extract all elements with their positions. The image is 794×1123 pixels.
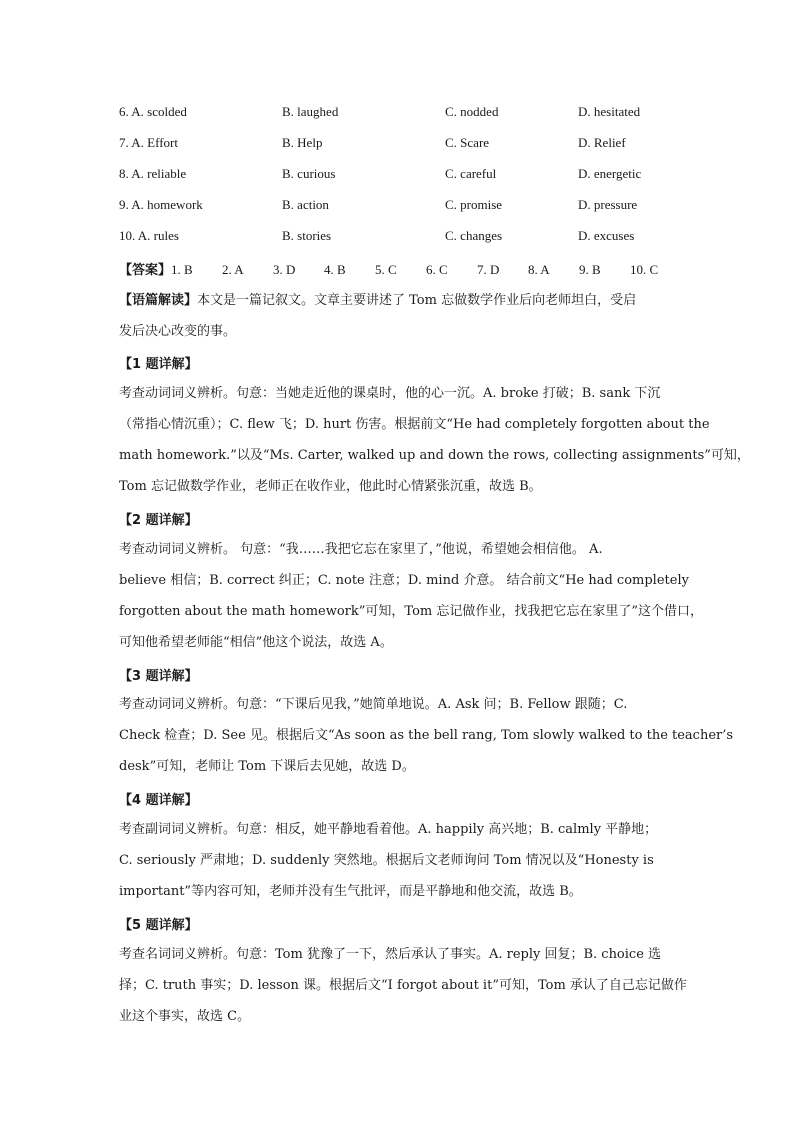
body-line: 可知他希望老师能“相信”他这个说法，故选 A。 [119,635,393,650]
body-line: Tom 忘记做数学作业，老师正在收作业，他此时心情紧张沉重，故选 B。 [119,479,542,494]
section-body [119,939,687,1032]
body-line: math homework.”以及“Ms. Carter, walked up and down the rows, collecting assignments”可知， [119,448,750,463]
answer-item: 8. A [528,262,550,277]
section-title: 【1 题详解】 [119,357,198,372]
section-body [119,534,704,658]
answer-tag: 【答案】 [119,263,172,278]
option-d: D. pressure [578,197,638,212]
option-b: B. stories [282,228,332,243]
section-body [119,814,675,907]
option-a: 10. A. rules [119,228,179,243]
answer-item: 3. D [273,262,296,277]
option-b: B. Help [282,135,323,150]
summary-tag: 【语篇解读】 [119,293,198,308]
answer-item: 10. C [630,262,659,277]
summary-text: 发后决心改变的事。 [119,324,237,339]
body-line: 考查名词词义辨析。句意：Tom 犹豫了一下，然后承认了事实。A. reply 回复；B. choice 选 [119,947,662,962]
option-row [119,135,719,157]
answer-key [119,259,699,278]
option-d: D. Relief [578,135,626,150]
section-title: 【5 题详解】 [119,918,198,933]
answer-item: 1. B [171,262,193,277]
section-body [119,689,734,782]
option-c: C. Scare [445,135,490,150]
section-title: 【3 题详解】 [119,669,198,684]
option-b: B. laughed [282,104,339,119]
body-line: 考查动词词义辨析。句意：当她走近他的课桌时，他的心一沉。A. broke 打破；B. sank 下沉 [119,386,661,401]
section-title: 【4 题详解】 [119,793,198,808]
option-row [119,228,719,250]
option-b: B. curious [282,166,336,181]
option-a: 8. A. reliable [119,166,187,181]
option-c: C. nodded [445,104,499,119]
body-line: important”等内容可知，老师并没有生气批评，而是平静地和他交流，故选 B。 [119,884,582,899]
body-line: desk”可知，老师让 Tom 下课后去见她，故选 D。 [119,759,415,774]
option-c: C. changes [445,228,503,243]
option-c: C. promise [445,197,503,212]
body-line: Check 检查；D. See 见。根据后文“As soon as the bell rang, Tom slowly walked to the teacher’s [119,728,734,743]
section-body [119,378,750,502]
option-a: 7. A. Effort [119,135,178,150]
answer-item: 9. B [579,262,601,277]
section-title: 【2 题详解】 [119,513,198,528]
body-line: 择；C. truth 事实；D. lesson 课。根据后文“I forgot about it”可知，Tom 承认了自己忘记做作 [119,978,687,993]
body-line: C. seriously 严肃地；D. suddenly 突然地。根据后文老师询问 Tom 情况以及“Honesty is [119,853,654,868]
body-line: believe 相信；B. correct 纠正；C. note 注意；D. mind 介意。 结合前文“He had completely [119,573,689,588]
option-d: D. energetic [578,166,642,181]
option-d: D. hesitated [578,104,641,119]
option-a: 6. A. scolded [119,104,187,119]
summary-text: 本文是一篇记叙文。文章主要讲述了 Tom 忘做数学作业后向老师坦白，受启 [197,293,637,308]
answer-item: 2. A [222,262,244,277]
option-row [119,104,719,126]
option-row [119,166,719,188]
answer-item: 5. C [375,262,397,277]
summary-paragraph [119,285,675,347]
option-row [119,197,719,219]
answer-item: 6. C [426,262,448,277]
body-line: forgotten about the math homework”可知，Tom 忘记做作业，找我把它忘在家里了”这个借口， [119,604,704,619]
option-b: B. action [282,197,329,212]
option-d: D. excuses [578,228,635,243]
option-c: C. careful [445,166,497,181]
body-line: 业这个事实，故选 C。 [119,1009,251,1024]
body-line: 考查动词词义辨析。句意：“下课后见我，”她简单地说。A. Ask 问；B. Fellow 跟随；C. [119,697,628,712]
answer-item: 7. D [477,262,500,277]
body-line: 考查副词词义辨析。句意：相反，她平静地看着他。A. happily 高兴地；B. calmly 平静地； [119,822,658,837]
body-line: 考查动词词义辨析。 句意：“我……我把它忘在家里了，”他说，希望她会相信他。 A. [119,542,603,557]
answer-item: 4. B [324,262,346,277]
option-a: 9. A. homework [119,197,203,212]
body-line: （常指心情沉重）；C. flew 飞；D. hurt 伤害。根据前文“He had completely forgotten about the [119,417,710,432]
